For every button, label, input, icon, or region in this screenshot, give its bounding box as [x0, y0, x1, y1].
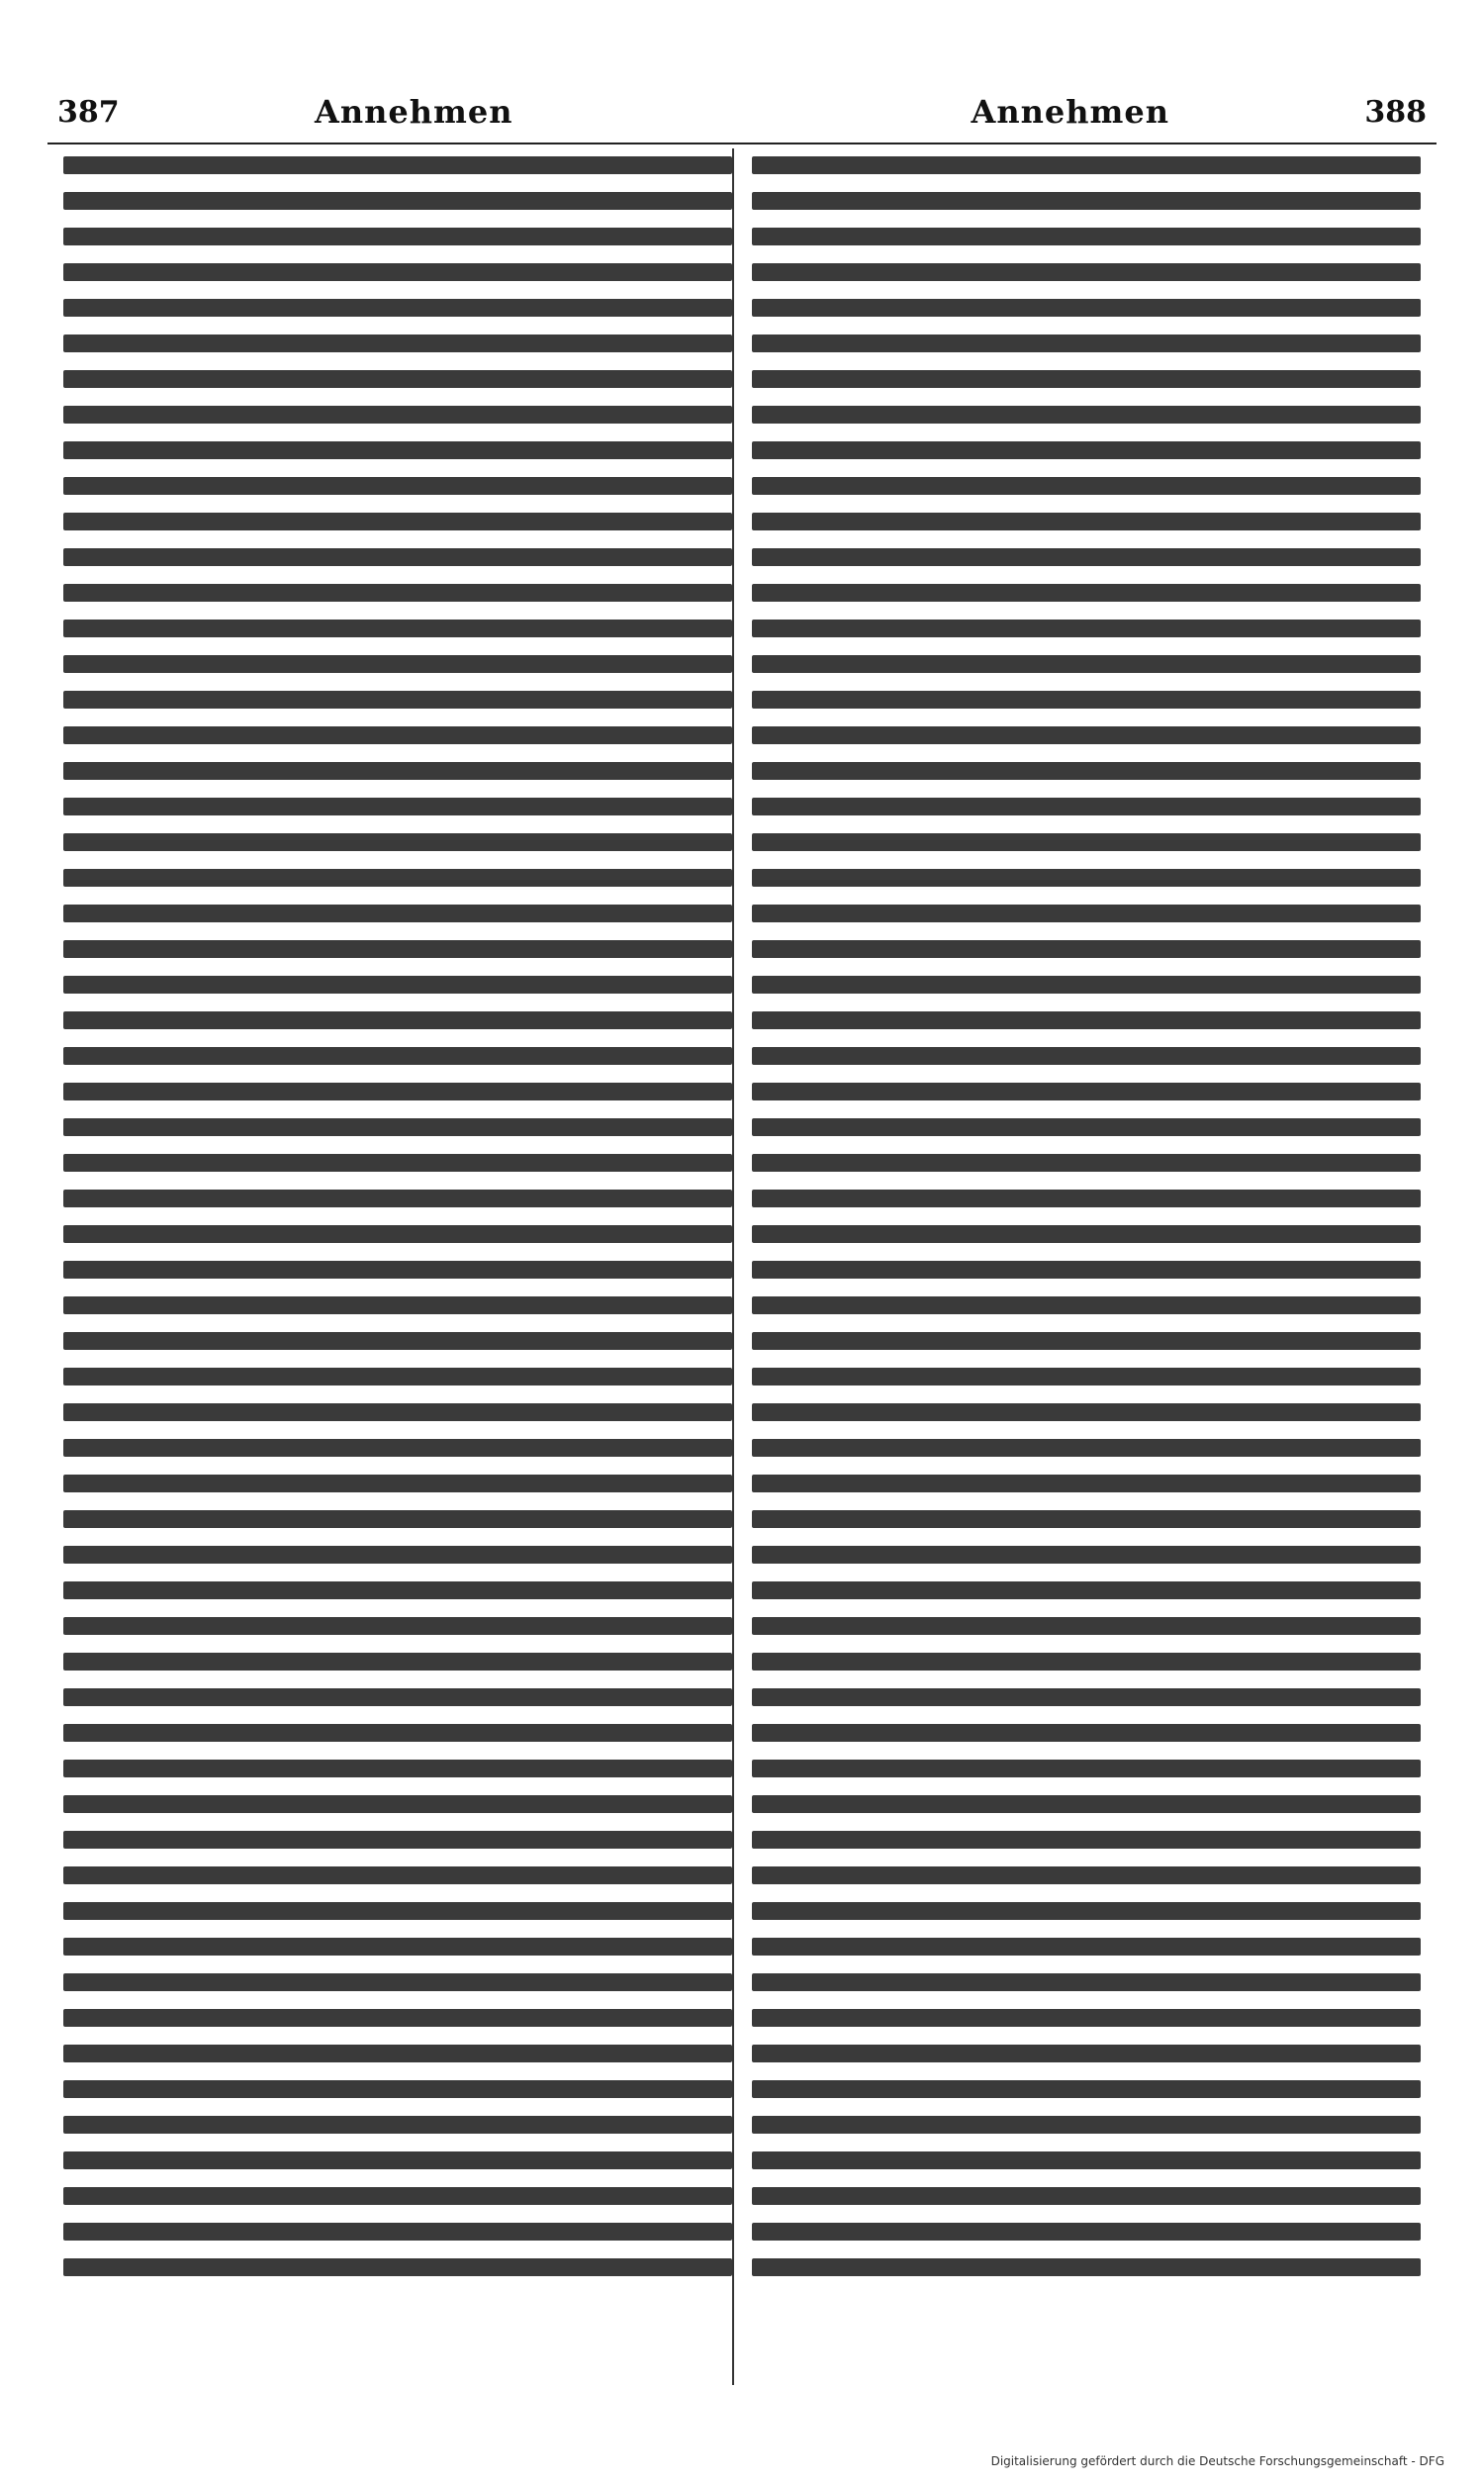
text-line	[752, 1866, 1421, 1884]
text-line	[752, 655, 1421, 673]
text-line	[752, 299, 1421, 317]
text-line	[752, 1795, 1421, 1813]
text-line	[752, 798, 1421, 815]
text-line	[752, 1083, 1421, 1100]
text-line	[752, 1831, 1421, 1849]
left-text-column	[63, 156, 732, 2377]
text-line	[752, 1760, 1421, 1777]
text-line	[63, 2009, 732, 2027]
text-line	[752, 156, 1421, 174]
text-line	[63, 1831, 732, 1849]
text-line	[752, 1475, 1421, 1492]
text-line	[63, 548, 732, 566]
left-running-head: Annehmen	[315, 93, 513, 131]
column-divider	[732, 148, 734, 2385]
text-line	[752, 1190, 1421, 1207]
text-line	[752, 1546, 1421, 1564]
text-line	[752, 1688, 1421, 1706]
text-line	[63, 869, 732, 887]
text-line	[63, 263, 732, 281]
text-line	[752, 762, 1421, 780]
text-line	[752, 1225, 1421, 1243]
text-line	[752, 2187, 1421, 2205]
text-line	[752, 869, 1421, 887]
text-line	[63, 406, 732, 424]
text-line	[63, 1760, 732, 1777]
text-line	[752, 2080, 1421, 2098]
text-line	[63, 370, 732, 388]
text-line	[63, 1368, 732, 1385]
text-line	[63, 156, 732, 174]
text-line	[63, 762, 732, 780]
text-line	[63, 1617, 732, 1635]
text-line	[63, 1581, 732, 1599]
text-line	[752, 370, 1421, 388]
text-line	[752, 1617, 1421, 1635]
text-line	[63, 584, 732, 602]
text-line	[752, 1011, 1421, 1029]
text-line	[752, 584, 1421, 602]
text-line	[63, 1510, 732, 1528]
text-line	[63, 691, 732, 709]
text-line	[752, 1261, 1421, 1279]
text-line	[63, 976, 732, 994]
text-line	[63, 192, 732, 210]
right-text-column	[752, 156, 1421, 2377]
text-line	[752, 1938, 1421, 1956]
text-line	[752, 1902, 1421, 1920]
text-line	[63, 1653, 732, 1671]
text-line	[752, 940, 1421, 958]
text-line	[63, 1866, 732, 1884]
text-line	[752, 620, 1421, 637]
text-line	[752, 513, 1421, 530]
text-line	[752, 228, 1421, 245]
text-line	[752, 905, 1421, 922]
text-line	[63, 1190, 732, 1207]
text-line	[752, 1403, 1421, 1421]
text-line	[63, 1011, 732, 1029]
text-line	[63, 1688, 732, 1706]
digitization-credit: Digitalisierung gefördert durch die Deutsche Forschungsgemeinschaft - DFG	[990, 2454, 1444, 2468]
text-line	[63, 1724, 732, 1742]
text-line	[752, 192, 1421, 210]
text-line	[752, 1118, 1421, 1136]
text-line	[752, 1154, 1421, 1172]
text-line	[752, 334, 1421, 352]
text-line	[752, 2223, 1421, 2241]
text-line	[752, 2151, 1421, 2169]
text-line	[63, 1083, 732, 1100]
text-line	[63, 1938, 732, 1956]
text-line	[63, 513, 732, 530]
text-line	[752, 1368, 1421, 1385]
text-line	[63, 2080, 732, 2098]
text-line	[752, 833, 1421, 851]
text-line	[752, 406, 1421, 424]
text-line	[752, 1439, 1421, 1457]
text-line	[752, 726, 1421, 744]
text-line	[752, 1724, 1421, 1742]
text-line	[63, 1332, 732, 1350]
text-line	[752, 1332, 1421, 1350]
text-line	[752, 441, 1421, 459]
text-line	[752, 548, 1421, 566]
text-line	[752, 2116, 1421, 2134]
text-line	[63, 2258, 732, 2276]
text-line	[63, 1225, 732, 1243]
text-line	[63, 1546, 732, 1564]
text-line	[63, 1475, 732, 1492]
text-line	[752, 477, 1421, 495]
page-header	[47, 87, 1437, 144]
text-line	[63, 2151, 732, 2169]
text-line	[752, 1653, 1421, 1671]
right-running-head: Annehmen	[971, 93, 1169, 131]
text-line	[63, 477, 732, 495]
text-line	[63, 798, 732, 815]
text-line	[63, 1154, 732, 1172]
text-line	[63, 334, 732, 352]
text-line	[63, 2045, 732, 2062]
text-line	[63, 833, 732, 851]
text-line	[63, 905, 732, 922]
text-line	[63, 620, 732, 637]
text-line	[63, 2116, 732, 2134]
text-line	[63, 299, 732, 317]
text-line	[63, 1439, 732, 1457]
text-line	[63, 1118, 732, 1136]
left-page-number: 387	[57, 95, 120, 130]
text-line	[752, 1510, 1421, 1528]
text-line	[752, 976, 1421, 994]
text-line	[752, 2258, 1421, 2276]
text-line	[752, 1047, 1421, 1065]
text-line	[63, 228, 732, 245]
text-line	[752, 2045, 1421, 2062]
text-line	[63, 655, 732, 673]
text-line	[63, 1261, 732, 1279]
text-line	[63, 1047, 732, 1065]
text-line	[63, 2223, 732, 2241]
text-line	[752, 1296, 1421, 1314]
text-line	[752, 2009, 1421, 2027]
text-line	[63, 2187, 732, 2205]
text-line	[63, 726, 732, 744]
right-page-number: 388	[1364, 95, 1427, 130]
text-line	[752, 263, 1421, 281]
text-line	[63, 1296, 732, 1314]
text-line	[63, 940, 732, 958]
text-line	[752, 691, 1421, 709]
text-line	[63, 1973, 732, 1991]
text-line	[63, 441, 732, 459]
text-line	[752, 1581, 1421, 1599]
text-line	[63, 1902, 732, 1920]
text-line	[63, 1403, 732, 1421]
text-line	[63, 1795, 732, 1813]
text-line	[752, 1973, 1421, 1991]
